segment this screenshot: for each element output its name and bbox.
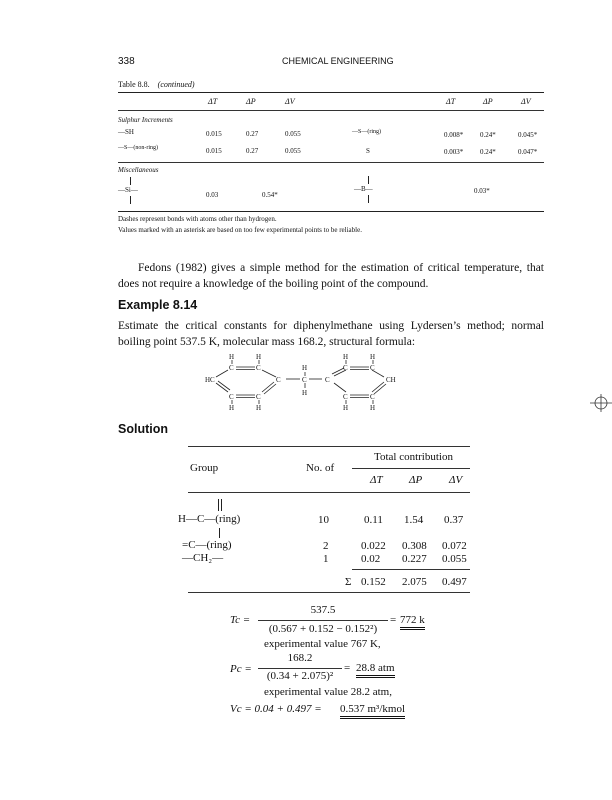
row2-l-dT: 0.015 — [206, 147, 222, 155]
row3-right-group: —B— — [354, 185, 373, 193]
paragraph: Fedons (1982) gives a simple method for the estimation of critical temperature, that does not require a knowledge of the boiling point of the compound. — [118, 262, 544, 290]
atom-c: C — [302, 376, 307, 384]
sol-sum-dT: 0.152 — [361, 576, 386, 588]
atom-h: H — [343, 404, 349, 412]
b-bond-down — [368, 195, 369, 203]
section-rule — [118, 162, 544, 163]
pc-lhs: Pc = — [230, 663, 252, 675]
atom-h: H — [256, 404, 262, 412]
hc-bond-up-b — [221, 499, 222, 511]
sol-row3-dT: 0.02 — [361, 553, 381, 565]
hdr-dV-left: ΔV — [285, 97, 295, 106]
sol-table-top-rule — [188, 446, 470, 447]
row2-r-dT: 0.003* — [444, 148, 464, 156]
atom-h: H — [229, 353, 235, 361]
hdr-dT-left: ΔT — [208, 97, 218, 106]
row3-l-dT: 0.03 — [206, 191, 219, 199]
sol-row2-dT: 0.022 — [361, 540, 386, 552]
sol-row2-n: 2 — [323, 540, 329, 552]
row1-r-dP: 0.24* — [480, 131, 496, 139]
atom-ch: CH — [386, 376, 396, 384]
sol-row3-dV: 0.055 — [442, 553, 467, 565]
atom-c: C — [343, 393, 348, 401]
sol-hdr-total: Total contribution — [374, 451, 453, 463]
pc-fraction-bar — [258, 668, 342, 669]
hdr-dT-right: ΔT — [446, 97, 456, 106]
running-title: CHEMICAL ENGINEERING — [282, 56, 394, 66]
sol-sum-symbol: Σ — [345, 576, 352, 588]
row1-l-dV: 0.055 — [285, 130, 301, 138]
hdr-dV-right: ΔV — [521, 97, 531, 106]
sol-row2-group: =C—(ring) — [182, 539, 232, 551]
pc-equals: = — [344, 662, 351, 674]
row1-r-dT: 0.008* — [444, 131, 464, 139]
sol-total-rule — [352, 468, 470, 469]
atom-hc: HC — [205, 376, 215, 384]
solution-heading: Solution — [118, 422, 168, 436]
atom-c: C — [276, 376, 281, 384]
atom-c: C — [256, 393, 261, 401]
sol-hdr-no-of: No. of — [306, 462, 335, 474]
vc-result: 0.537 m³/kmol — [340, 703, 405, 719]
atom-h: H — [256, 353, 262, 361]
table-top-rule — [118, 92, 544, 93]
sol-row1-dT: 0.11 — [364, 514, 383, 526]
footnote-2: Values marked with an asterisk are based on too few experimental points to be reliable. — [118, 226, 362, 234]
row1-right-group: —S—(ring) — [352, 129, 381, 135]
pc-denominator: (0.34 + 2.075)² — [266, 670, 334, 682]
sol-hdr-dV: ΔV — [449, 474, 463, 486]
sol-sum-dP: 2.075 — [402, 576, 427, 588]
row2-l-dP: 0.27 — [246, 147, 259, 155]
atom-c: C — [229, 364, 234, 372]
table-note: (continued) — [157, 80, 195, 89]
row3-r-dT: 0.03* — [474, 187, 490, 195]
tc-result: 772 k — [400, 614, 425, 630]
sol-table-bottom-rule — [188, 592, 470, 593]
atom-h: H — [370, 353, 376, 361]
atom-c: C — [229, 393, 234, 401]
tc-denominator: (0.567 + 0.152 − 0.152²) — [268, 623, 378, 635]
table-header-rule — [118, 110, 544, 111]
b-bond-up — [368, 176, 369, 184]
sol-row3-n: 1 — [323, 553, 329, 565]
sol-row2-dV: 0.072 — [442, 540, 467, 552]
sol-hdr-dP: ΔP — [409, 474, 423, 486]
atom-h: H — [229, 404, 235, 412]
sol-sum-rule — [352, 569, 470, 570]
row1-l-dT: 0.015 — [206, 130, 222, 138]
row2-r-dV: 0.047* — [518, 148, 538, 156]
sol-hdr-dT: ΔT — [370, 474, 383, 486]
sol-row1-n: 10 — [318, 514, 329, 526]
atom-h: H — [370, 404, 376, 412]
atom-c: C — [325, 376, 330, 384]
example-text: Estimate the critical constants for diphenylmethane using Lydersen’s method; normal boiling point 537.5 K, molecular mass 168.2, structural formula: — [118, 320, 544, 348]
sol-row3-dP: 0.227 — [402, 553, 427, 565]
hdr-dP-right: ΔP — [483, 97, 493, 106]
atom-c: C — [370, 393, 375, 401]
pc-result: 28.8 atm — [356, 662, 395, 678]
row3-l-dP: 0.54* — [262, 191, 278, 199]
footnote-1: Dashes represent bonds with atoms other than hydrogen. — [118, 215, 277, 223]
hdr-dP-left: ΔP — [246, 97, 256, 106]
sol-row1-group: H—C—(ring) — [178, 513, 241, 525]
tc-numerator: 537.5 — [310, 604, 336, 616]
row2-left-group: —S—(non-ring) — [118, 145, 158, 151]
atom-c: C — [343, 364, 348, 372]
pc-experimental: experimental value 28.2 atm, — [264, 686, 392, 698]
table-bottom-rule — [118, 211, 544, 212]
vc-expression: Vc = 0.04 + 0.497 = — [230, 703, 322, 715]
pc-numerator: 168.2 — [287, 652, 313, 664]
sol-row1-dV: 0.37 — [444, 514, 464, 526]
row1-left-group: —SH — [118, 128, 134, 136]
atom-h: H — [302, 364, 308, 372]
hc-bond-down — [219, 528, 220, 538]
row2-r-dP: 0.24* — [480, 148, 496, 156]
si-bond-up — [130, 177, 131, 185]
row1-l-dP: 0.27 — [246, 130, 259, 138]
row3-left-group: —Si— — [118, 186, 138, 194]
structural-formula — [200, 352, 420, 436]
atom-c: C — [256, 364, 261, 372]
sol-sum-dV: 0.497 — [442, 576, 467, 588]
crop-mark — [590, 392, 612, 414]
row1-r-dV: 0.045* — [518, 131, 538, 139]
example-heading: Example 8.14 — [118, 298, 198, 312]
page-number: 338 — [118, 56, 135, 67]
sol-row3-group: —CH₂— — [182, 552, 224, 564]
atom-h: H — [302, 389, 308, 397]
row2-l-dV: 0.055 — [285, 147, 301, 155]
sol-row2-dP: 0.308 — [402, 540, 427, 552]
atom-h: H — [343, 353, 349, 361]
sol-header-rule — [188, 492, 470, 493]
tc-fraction-bar — [258, 620, 388, 621]
atom-c: C — [370, 364, 375, 372]
section-misc: Miscellaneous — [118, 166, 159, 174]
row2-right-group: S — [366, 147, 370, 155]
section-sulphur: Sulphur Increments — [118, 116, 173, 124]
sol-row1-dP: 1.54 — [404, 514, 424, 526]
hc-bond-up-a — [218, 499, 219, 511]
tc-experimental: experimental value 767 K, — [264, 638, 381, 650]
table-label: Table 8.8. — [118, 80, 150, 89]
si-bond-down — [130, 196, 131, 204]
sol-hdr-group: Group — [190, 462, 219, 474]
table-caption — [118, 80, 195, 89]
tc-equals: = — [390, 614, 397, 626]
tc-lhs: Tc = — [230, 614, 251, 626]
